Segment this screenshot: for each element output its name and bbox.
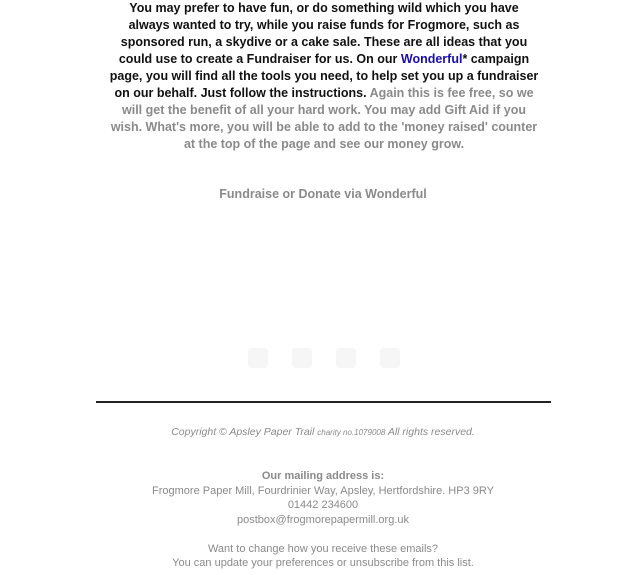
charity-number: charity no.1079008 (317, 428, 386, 437)
instagram-icon[interactable] (336, 348, 356, 368)
copyright-line (0, 426, 640, 438)
mailing-address-heading: Our mailing address is: (261, 470, 385, 482)
intro-text-part2: * campaign page, you will find all the tools you need, to help set you up a fundraiser on our behalf. Just follow the instructions. (109, 52, 539, 100)
unsubscribe-link[interactable]: unsubscribe from this list (349, 557, 471, 569)
twitter-icon[interactable] (292, 348, 312, 368)
mailing-address: Frogmore Paper Mill, Fourdrinier Way, Apsley, Hertfordshire. HP3 9RY (152, 485, 494, 497)
intro-text-grey: Again this is fee free, so we will get the benefit of all your hard work. You may add Gift Aid if you wish. What's more, you will be able to add to the 'money raised' counter at the top of the page and see our money grow. (110, 86, 538, 151)
copyright-text: Copyright © Apsley Paper Trail (171, 426, 315, 438)
facebook-icon[interactable] (248, 348, 268, 368)
fundraise-donate-link[interactable]: Fundraise or Donate via Wonderful (219, 187, 427, 201)
prefs-or: or (333, 557, 350, 569)
website-icon[interactable] (380, 348, 400, 368)
intro-paragraph (108, 0, 540, 153)
preferences-line (0, 557, 640, 569)
intro-text-part1: You may prefer to have fun, or do something wild which you have always wanted to try, while you raise funds for Frogmore, such as sponsored run, a skydive or a cake sale. These are all ideas that you could use to create a Fundraiser for us. On our (118, 1, 528, 66)
update-preferences-link[interactable]: update your preferences (214, 557, 334, 569)
phone-number: 01442 234600 (287, 499, 359, 511)
wonderful-link[interactable]: Wonderful (400, 52, 463, 66)
footer-divider (96, 401, 551, 403)
social-icons (248, 348, 400, 368)
email-address[interactable]: postbox@frogmorepapermill.org.uk (237, 514, 409, 526)
prefs-you-can: You can (172, 557, 215, 569)
preferences-question: Want to change how you receive these emails? (207, 543, 439, 555)
prefs-end: . (470, 557, 474, 569)
rights-text: All rights reserved. (387, 426, 475, 438)
